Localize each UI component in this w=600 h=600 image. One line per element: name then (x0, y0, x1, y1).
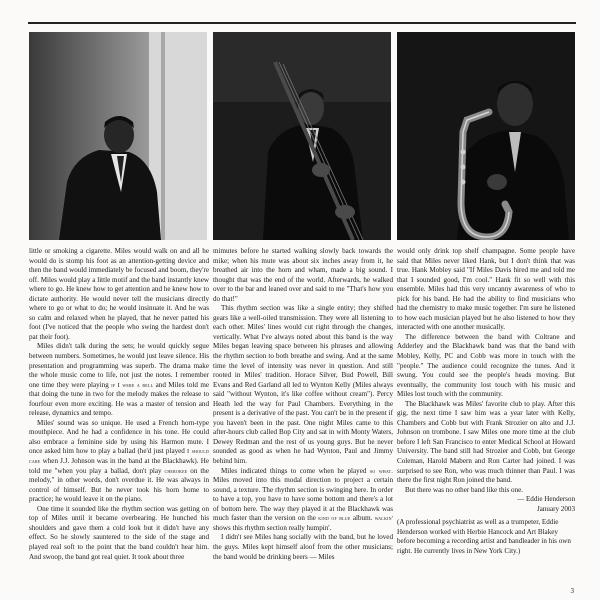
paragraph: The difference between the band with Coltrane and Adderley and the Blackhawk band was that the band with Mobley, Kelly, PC and Cobb was more in touch with the "people." The audience could recognize the tunes. And it swung. You could see the people's heads moving. But eventually, the community lost touch with his music and Miles lost touch with the community. (397, 332, 575, 399)
paragraph: This rhythm section was like a single entity; they shifted gears like a well-oiled transmission. They were all listening to each other. Miles' lines would cut right through the changes, vertically. What I've always noted about this band is the way Miles began leaving space between his phrases and allowing the rhythm section to both breathe and swing. And at the same time the level of intensity was never in question. And still rooted in Miles' tradition. Horace Silver, Bud Powell, Bill Evans and Red Garland all led to Wynton Kelly (Miles always said "without Wynton, it's like coffee without cream"). Percy Heath led the way for Paul Chambers. Everything in the present is a derivative of the past. You can't be in the present if you haven't been in the past. One night Miles came to this after-hours club called Bop City and sat in with Monty Waters, Dewey Redman and the rest of us young guys. But he never sounded as good as when he had Wynton, Paul and Jimmy behind him. (213, 304, 393, 466)
photo-bassist (213, 32, 391, 240)
photo-saxophonist (397, 32, 575, 240)
author-bio: (A professional psychiatrist as well as a trumpeter, Eddie Henderson worked with Herbie Hancock and Art Blakey before becoming a recording artist and bandleader in his own right. He currently lives in New York City.) (397, 518, 571, 555)
author-signature: — Eddie Henderson (517, 495, 575, 504)
page-number: 3 (570, 587, 574, 595)
song-title: walkin' (374, 515, 393, 523)
paragraph: One time it sounded like the rhythm section was getting on top of Miles until it became overbearing. He hunched his shoulders and gave them a cold look but it didn't have any effect. So he slowly sauntered to the side of the stage and played real soft to the point that the band couldn't hear him. And swoop, the band got real quiet. It took about three (29, 504, 209, 561)
song-title: I should care (29, 448, 209, 466)
paragraph: But there was no other band like this one. (405, 485, 524, 494)
paragraph: Miles indicated things to come when he played so what. Miles moved into this modal direction to project a certain sound, a texture. The rhythm section is swinging here. In order to have a top, you have to have some bottom and there's a lot of bottom here. The way they played it at the Blackhawk was much faster than the version on the kind of blue album. walkin' shows this rhythm section really humpin'. (213, 466, 393, 532)
paragraph: little or smoking a cigarette. Miles would walk on and all he would do is stomp his foot as an attention-getting device and then the band would immediately be focused and boom, they're off. Miles would play a little motif and the band instantly knew where to go. He knew how to get attention and he knew how to dictate authority. He would never tell the musicians directly where to go or what to do; he would insinuate it. And he was so calm and relaxed when he played, that he never patted his foot (I've noticed that the people who swing the hardest don't pat their foot). (29, 247, 209, 341)
album-title: kind of blue (318, 515, 351, 523)
signature-date: January 2003 (536, 504, 575, 513)
song-title: cherokee (164, 467, 188, 475)
text-column-1 (29, 247, 209, 582)
paragraph: Miles didn't talk during the sets; he would quickly segue between numbers. Sometimes, he would just leave silence. His presentation and programming was superb. The drama make the whole music come to life, not just the notes. I remember one time they were playing if I were a bell and Miles told me that doing the tune in two for the melody makes the release to fourfour even more exciting. He was a master of tension and release, dynamics and tempo. (29, 342, 209, 418)
top-rule (28, 22, 576, 24)
paragraph: mimutes before he started walking slowly back towards the mike; when his mute was about six inches away from it, he breathed air into the horn and wham, made a big sound. I thought that was the end of the world. Afterwards, he walked over to the bar and leaned over and said to me "That's how you do that!" (213, 247, 393, 303)
photo-musician-seated (29, 32, 207, 240)
text-column-3 (397, 247, 575, 582)
song-title: so what. (369, 467, 393, 475)
text-column-2 (213, 247, 393, 582)
song-title: if I were a bell (111, 381, 154, 389)
paragraph: Miles' sound was so unique. He used a French horn-type mouthpiece. And he had a confidence in his tone. He could also embrace a feminine side by using his Harmon mute. I once asked him how to play a ballad (he'd just played I should care when J.J. Johnson was in the band at the Blackhawk). He told me "when you play a ballad, don't play cherokee on the melody," in other words, don't overdue it. He was always in control of himself. But he never took his horn home to practice; he would leave it on the piano. (29, 418, 209, 504)
paragraph: The Blackhawk was Miles' favorite club to play. After this gig, the next time I saw him was a year later with Kelly, Chambers and Cobb but with Frank Strozier on alto and J.J. Johnson on trombone. I saw Miles one more time at the club before I left San Francisco to enter Medical School at Howard University. The band still had Strozier and Cobb, but George Coleman, Harold Mabern and Ron Carter had joined. I was surprised to see Ron, who was much thinner than Paul. I was there the first night Ron joined the band. (397, 399, 575, 485)
paragraph: I didn't see Miles hang socially with the band, but he loved the guys. Miles kept himself aloof from the other musicians; the band would be drinking beers — Miles (213, 533, 393, 561)
paragraph: would only drink top shelf champagne. Some people have said that Miles never liked Hank, but I don't think that was true. Hank Mobley said "If Miles Davis hired me and told me that I sounded good, I'm cool." Hank fit so well with this ensemble. Miles had this very uncanny awareness of who to pick for his band. He had the ability to find musicians who had the chemistry to make music together. I'm sure he listened to how each musician played but he also listened to how they interacted with one another musically. (397, 247, 575, 332)
